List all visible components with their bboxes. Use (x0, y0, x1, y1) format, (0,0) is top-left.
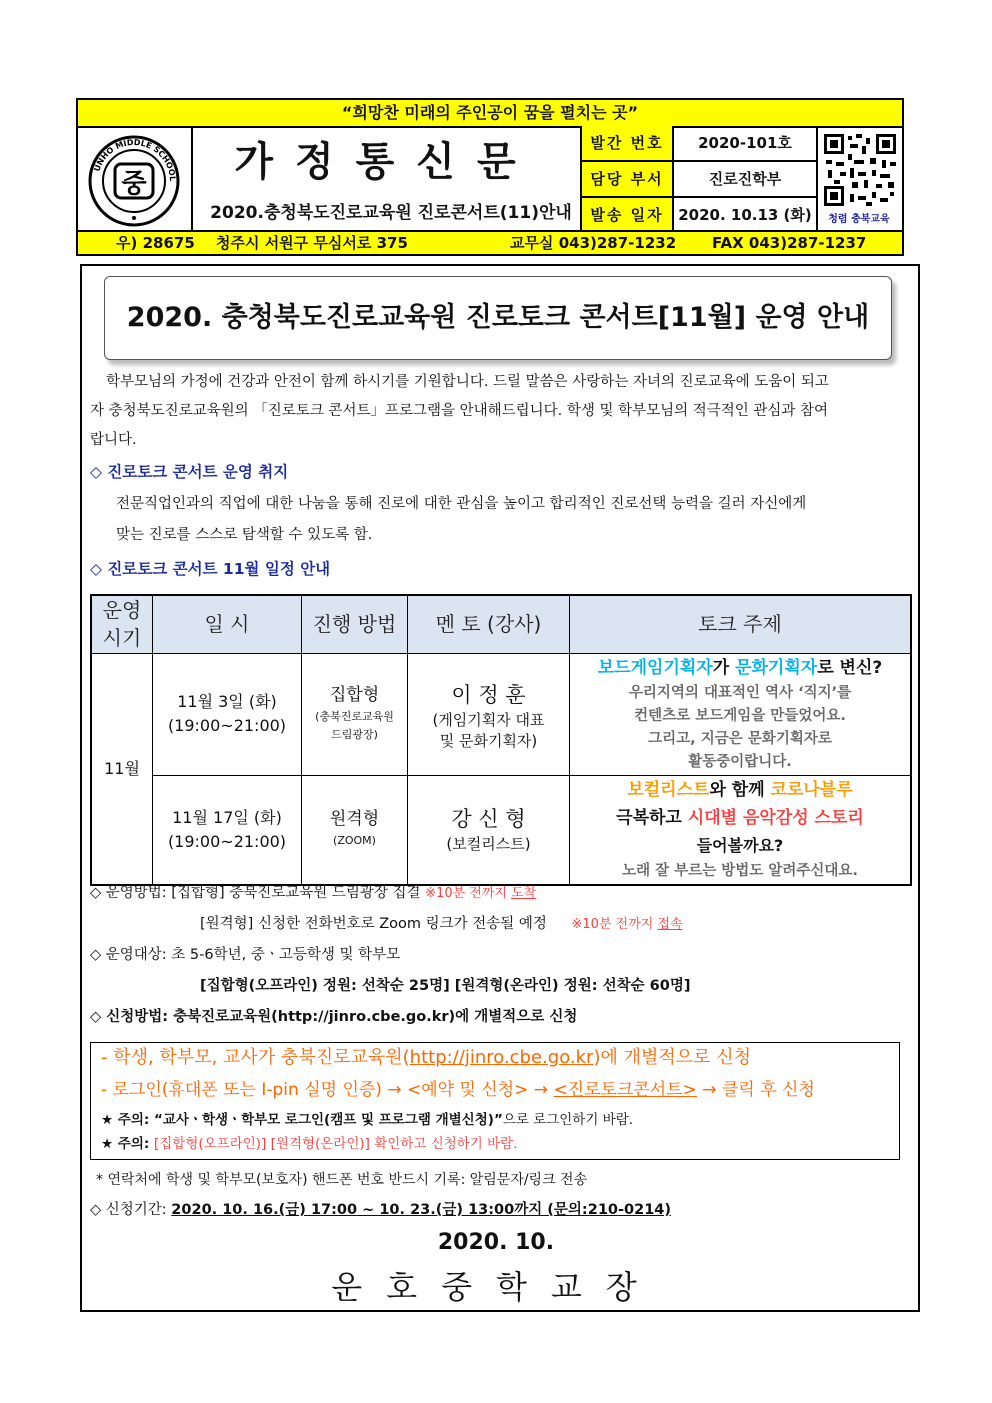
schedule-topic: 보드게임기획자가 문화기획자로 변신? 우리지역의 대표적인 역사 ‘직지’를 컨텐츠로 보드게임을 만들었어요. 그리고, 지금은 문화기획자로 활동중이랍니다. (597, 658, 883, 770)
newsletter-header (76, 98, 902, 254)
section-schedule-title: ◇ 진로토크 콘서트 11월 일정 안내 (90, 560, 331, 578)
document-title-box (104, 276, 892, 360)
col-header-topic: 토크 주제 (570, 596, 910, 653)
section-purpose-title: ◇ 진로토크 콘서트 운영 취지 (90, 463, 289, 481)
col-header-datetime: 일 시 (153, 596, 301, 653)
schedule-datetime: 11월 17일 (화) (19:00~21:00) (167, 808, 287, 851)
schedule-method: 집합형 (충북진로교육원 드림광장) (315, 685, 394, 741)
col-header-method: 진행 방법 (302, 596, 407, 653)
apply-line: ◇ 신청방법: 충북진로교육원(http://jinro.cbe.go.kr)에 개별적으로 신청 (90, 1009, 578, 1025)
document-title: 2020. 충청북도진로교육원 진로토크 콘서트[11월] 운영 안내 (126, 302, 870, 333)
col-header-mentor: 멘 토 (강사) (408, 596, 569, 653)
intro-line: 학부모님의 가정에 건강과 안전이 함께 하시기를 기원합니다. 드릴 말씀은 사랑하는 자녀의 진로교육에 도움이 되고 (106, 374, 829, 390)
newsletter-subtitle: 2020.충청북도진로교육원 진로콘서트(11)안내 (210, 203, 572, 223)
target-line: ◇ 운영대상: 초 5-6학년, 중ㆍ고등학생 및 학부모 (90, 947, 401, 963)
instruction-line: - 로그인(휴대폰 또는 I-pin 실명 인증) → <예약 및 신청> → <진로토크콘서트> → 클릭 후 신청 (101, 1080, 815, 1100)
period-line: ◇ 신청기간: 2020. 10. 16.(금) 17:00 ~ 10. 23.(금) 13:00까지 (문의:210-0214) (90, 1202, 671, 1218)
notice-line: ★ 주의: “교사ㆍ학생ㆍ학부모 로그인(캠프 및 프로그램 개별신청)”으로 로그인하기 바람. (101, 1112, 634, 1128)
intro-line: 자 충청북도진로교육원의 「진로토크 콘서트」프로그램을 안내해드립니다. 학생 및 학부모님의 적극적인 관심과 참여 (90, 403, 829, 419)
svg-text:UNHO MIDDLE SCHOOL: UNHO MIDDLE SCHOOL (92, 137, 178, 182)
newsletter-title: 가정통신문 (234, 138, 538, 185)
school-logo (84, 134, 184, 228)
schedule-datetime: 11월 3일 (화) (19:00~21:00) (167, 692, 287, 735)
method-line: ◇ 운영방법: [집합형] 충북진로교육원 드림광장 집결 ※10분 전까지 도착 (90, 885, 537, 901)
schedule-mentor: 강 신 형 (보컬리스트) (446, 807, 531, 853)
qr-caption: 청렴 충북교육 (828, 214, 890, 225)
info-row: 발간 번호 2020-101호 (582, 126, 816, 160)
principal-signature: 운호중학교장 (331, 1268, 661, 1306)
intro-line: 랍니다. (90, 432, 137, 448)
capacity-line: [집합형(오프라인) 정원: 선착순 25명] [원격형(온라인) 정원: 선착순 60명] (200, 978, 691, 994)
col-header-period: 운영 시기 (92, 596, 152, 653)
qr-code-icon[interactable] (822, 132, 898, 208)
schedule-month: 11월 (104, 759, 140, 778)
schedule-topic: 보컬리스트와 함께 코로나블루 극복하고 시대별 음악감성 스토리 들어볼까요? 노래 잘 부르는 방법도 알려주신대요. (616, 780, 864, 879)
method-line-2: [원격형] 신청한 전화번호로 Zoom 링크가 전송될 예정 ※10분 전까지 접속 (200, 916, 683, 932)
schedule-mentor: 이 정 훈 (게임기획자 대표 및 문화기획자) (432, 683, 545, 750)
svg-text:중: 중 (121, 169, 147, 199)
header-main (76, 126, 904, 232)
school-slogan: “희망찬 미래의 주인공이 꿈을 펼치는 곳” (76, 98, 904, 128)
purpose-line: 맞는 진로를 스스로 탐색할 수 있도록 함. (116, 527, 373, 543)
info-row: 발송 일자 2020. 10.13 (화) (582, 198, 816, 232)
schedule-table (90, 594, 912, 886)
jinro-link[interactable]: http://jinro.cbe.go.kr (409, 1047, 594, 1068)
schedule-method: 원격형 (ZOOM) (329, 809, 380, 847)
address-bar: 우) 28675 청주시 서원구 무심서로 375 교무실 043)287-1232 FAX 043)287-1237 (76, 230, 904, 256)
publication-info-table (580, 126, 818, 230)
contact-note: * 연락처에 학생 및 학부모(보호자) 핸드폰 번호 반드시 기록: 알림문자/링크 전송 (96, 1172, 588, 1188)
notice-line: ★ 주의: [집합형(오프라인)] [원격형(온라인)] 확인하고 신청하기 바람. (101, 1136, 518, 1152)
instruction-line: - 학생, 학부모, 교사가 충북진로교육원(http://jinro.cbe.go.kr)에 개별적으로 신청 (101, 1047, 752, 1068)
info-row: 담당 부서 진로진학부 (582, 162, 816, 196)
apply-instructions-box (90, 1042, 900, 1160)
purpose-line: 전문직업인과의 직업에 대한 나눔을 통해 진로에 대한 관심을 높이고 합리적인 진로선택 능력을 길러 자신에게 (116, 496, 807, 512)
signature-date: 2020. 10. (437, 1230, 555, 1255)
